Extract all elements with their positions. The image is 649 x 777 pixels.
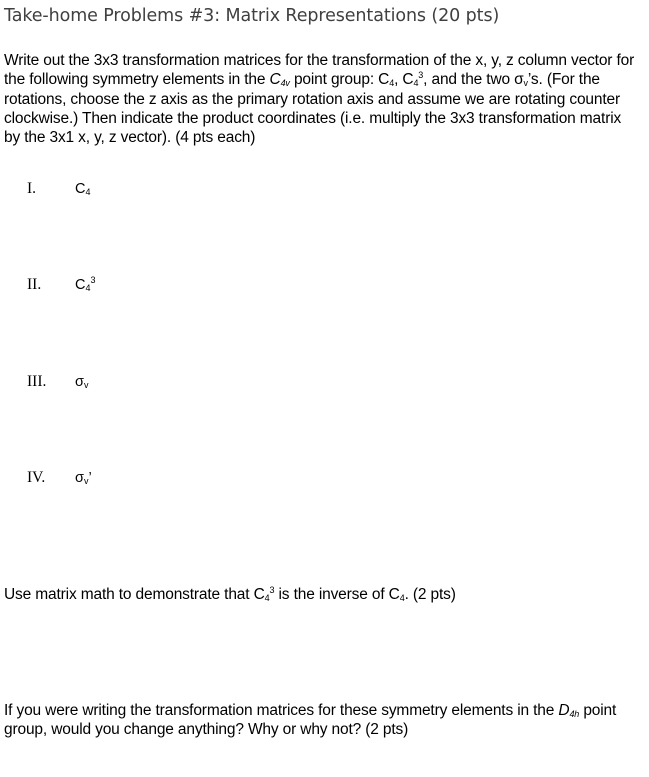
point-group-symbol: $C_{4v}$ <box>269 71 290 89</box>
problem-item-3 <box>27 373 88 393</box>
intro-text: Write out the 3x3 transformation matrices for the transformation of the x, y, z column vector for the following symmetry elements in the <box>4 52 635 89</box>
item-numeral: III. <box>27 373 47 390</box>
instructions-paragraph: Write out the 3x3 transformation matrices for the transformation of the x, y, z column vector for the following symmetry elements in the $C_{4v}$ point group: $C_4$, $C_4^3$, and the two $\sigma_v’s$. (For the rotations, choose the z axis as the primary rotation axis and assume we are rotating counter clockwise.) Then indicate the product coordinates (i.e. multiply the 3x3 transformation matrix by the 3x1 x, y, z vector). (4 pts each) <box>4 52 635 147</box>
inverse-question: Use matrix math to demonstrate that $C_4^3$ is the inverse of $C_4$. (2 pts) <box>4 585 456 603</box>
problem-item-4 <box>27 469 92 489</box>
d4h-question: If you were writing the transformation matrices for these symmetry elements in the $D_{4h}$ point group, would you change anything? Why or why not? (2 pts) <box>4 702 617 739</box>
symmetry-element: $\sigma_v$ <box>75 374 89 390</box>
problem-item-1 <box>27 180 91 200</box>
page-title: Take-home Problems #3: Matrix Representations (20 pts) <box>4 6 500 26</box>
point-group-symbol: $D_{4h}$ <box>558 702 580 719</box>
item-numeral: IV. <box>27 469 46 486</box>
symmetry-element: $\sigma_v$’ <box>75 470 92 486</box>
item-numeral: I. <box>27 180 37 197</box>
symmetry-element: $C_4^3$ <box>75 275 96 293</box>
problem-item-2 <box>27 276 96 296</box>
symmetry-element: $C_4$ <box>75 181 91 197</box>
item-numeral: II. <box>27 276 42 293</box>
